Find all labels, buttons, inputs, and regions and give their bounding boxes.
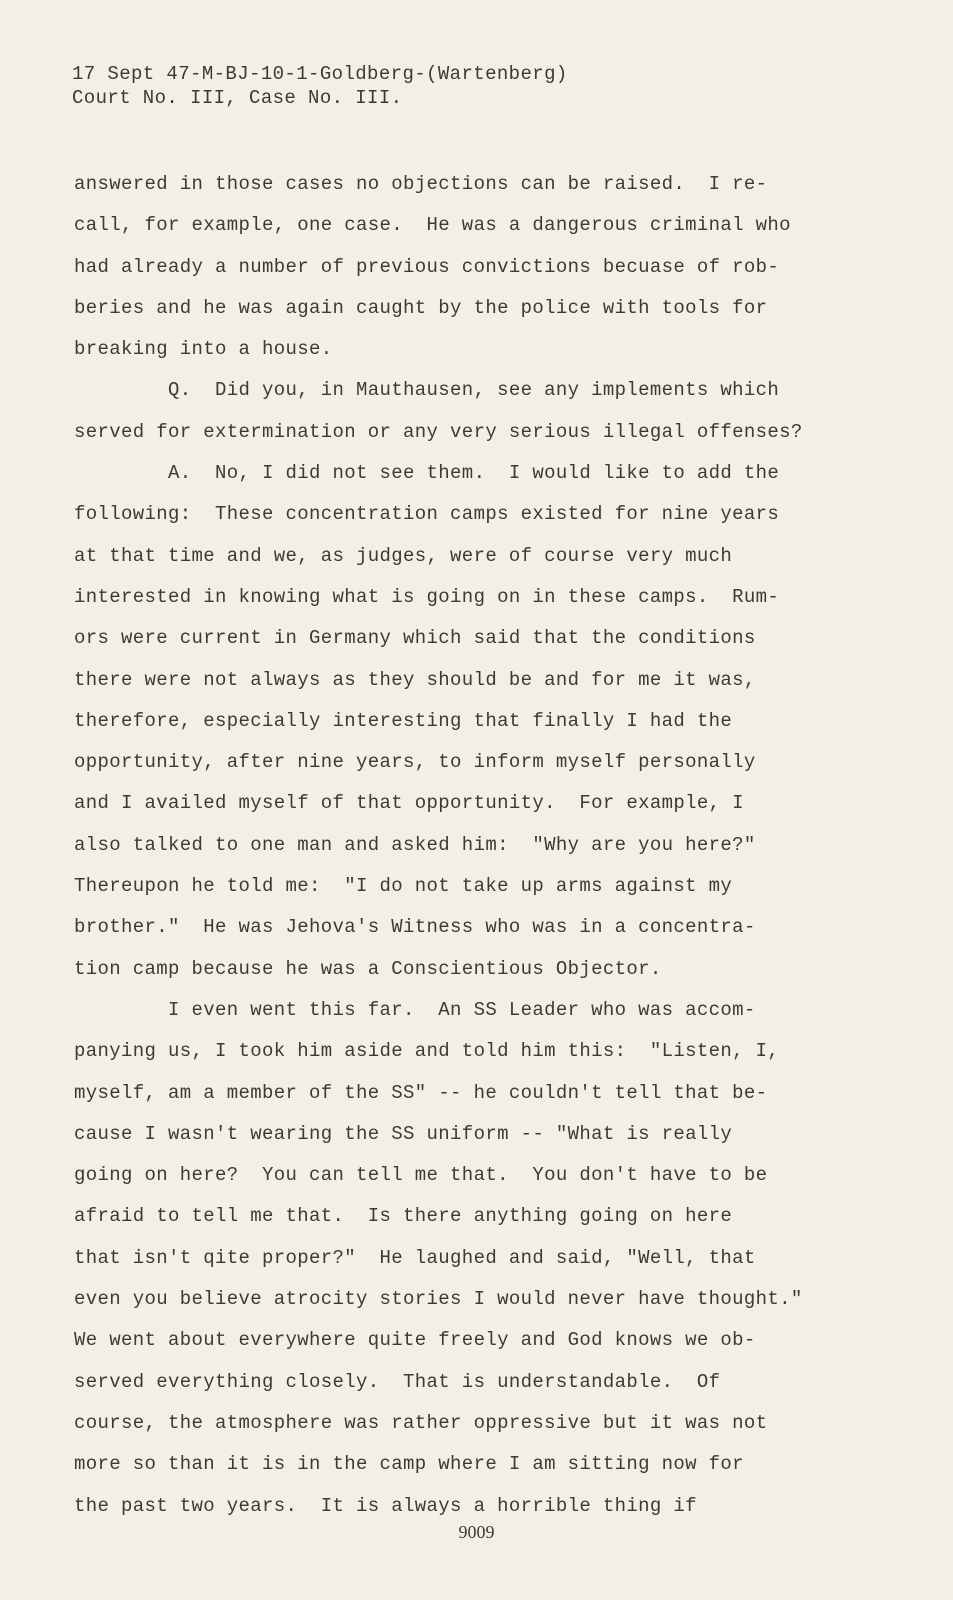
text-line: breaking into a house. xyxy=(74,338,333,361)
text-line: brother." He was Jehova's Witness who was in a concentra- xyxy=(74,916,756,939)
text-line: even you believe atrocity stories I would never have thought." xyxy=(74,1288,803,1311)
text-line: the past two years. It is always a horrible thing if xyxy=(74,1494,697,1517)
text-line: there were not always as they should be and for me it was, xyxy=(74,668,756,691)
text-line: panying us, I took him aside and told him this: "Listen, I, xyxy=(74,1040,780,1063)
text-line: We went about everywhere quite freely and God knows we ob- xyxy=(74,1329,756,1352)
text-line: interested in knowing what is going on in these camps. Rum- xyxy=(74,585,780,608)
text-line: beries and he was again caught by the police with tools for xyxy=(74,296,768,319)
text-line: following: These concentration camps existed for nine years xyxy=(74,503,780,526)
text-line: afraid to tell me that. Is there anything going on here xyxy=(74,1205,733,1228)
text-line: I even went this far. An SS Leader who was accom- xyxy=(74,998,756,1021)
text-line: opportunity, after nine years, to inform myself personally xyxy=(74,751,756,774)
text-line: myself, am a member of the SS" -- he couldn't tell that be- xyxy=(74,1081,768,1104)
transcript-body xyxy=(74,164,914,1527)
text-line: ors were current in Germany which said that the conditions xyxy=(74,627,756,650)
text-line: also talked to one man and asked him: "Why are you here?" xyxy=(74,833,756,856)
text-line: served everything closely. That is understandable. Of xyxy=(74,1370,721,1393)
text-line: at that time and we, as judges, were of course very much xyxy=(74,544,733,567)
text-line: course, the atmosphere was rather oppressive but it was not xyxy=(74,1411,768,1434)
header-line-1: 17 Sept 47-M-BJ-10-1-Goldberg-(Wartenberg) xyxy=(72,63,568,85)
text-line: served for extermination or any very serious illegal offenses? xyxy=(74,420,803,443)
text-line: Thereupon he told me: "I do not take up arms against my xyxy=(74,875,733,898)
text-line: going on here? You can tell me that. You don't have to be xyxy=(74,1164,768,1187)
text-line: more so than it is in the camp where I am sitting now for xyxy=(74,1453,744,1476)
text-line: had already a number of previous convictions becuase of rob- xyxy=(74,255,780,278)
text-line: therefore, especially interesting that finally I had the xyxy=(74,709,733,732)
text-line: that isn't qite proper?" He laughed and said, "Well, that xyxy=(74,1246,756,1269)
text-line: answered in those cases no objections can be raised. I re- xyxy=(74,173,768,195)
text-line: A. No, I did not see them. I would like to add the xyxy=(74,462,780,485)
text-line: Q. Did you, in Mauthausen, see any implements which xyxy=(74,379,780,402)
text-line: tion camp because he was a Conscientious Objector. xyxy=(74,957,662,980)
text-line: call, for example, one case. He was a dangerous criminal who xyxy=(74,214,791,237)
page-number: 9009 xyxy=(458,1522,495,1542)
document-header xyxy=(72,62,568,110)
header-line-2: Court No. III, Case No. III. xyxy=(72,87,403,109)
text-line: cause I wasn't wearing the SS uniform -- "What is really xyxy=(74,1122,733,1145)
text-line: and I availed myself of that opportunity. For example, I xyxy=(74,792,744,815)
